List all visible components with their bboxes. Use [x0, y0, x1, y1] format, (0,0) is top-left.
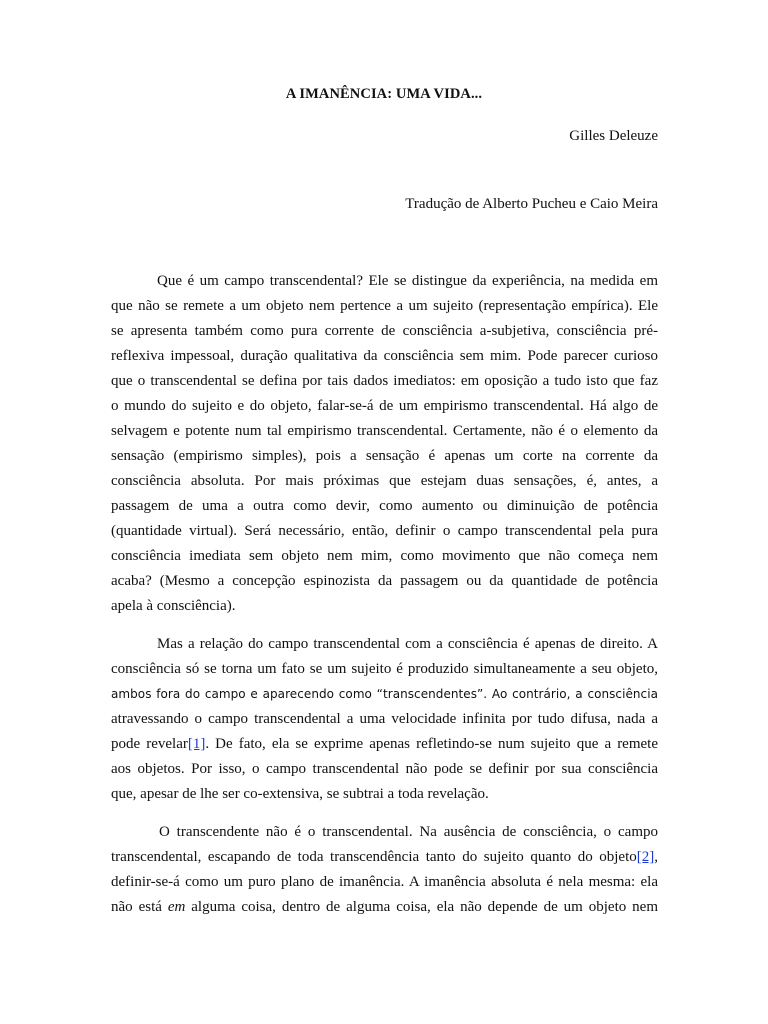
p1-line: acaba? (Mesmo a concepção espinozista da passagem ou da quantidade de potência — [111, 573, 658, 589]
p1-line: se apresenta também como pura corrente de consciência a-subjetiva, consciência pré- — [111, 323, 658, 339]
p1-line: Que é um campo transcendental? Ele se distingue da experiência, na medida em — [157, 273, 658, 289]
translation-credit: Tradução de Alberto Pucheu e Caio Meira — [405, 196, 658, 212]
p2-line: que, apesar de lhe ser co-extensiva, se subtrai a toda revelação. — [111, 786, 489, 802]
page-title: A IMANÊNCIA: UMA VIDA... — [285, 86, 483, 102]
p3-line — [111, 845, 658, 870]
footnote-link-2[interactable]: [2] — [636, 849, 655, 865]
p2-line-text: . De fato, ela se exprime apenas refletindo-se num sujeito que a remete — [205, 736, 658, 752]
body-text — [111, 269, 658, 933]
paragraph-3 — [111, 820, 658, 920]
p2-line-text: pode revelar — [111, 736, 188, 752]
paragraph-2 — [111, 632, 658, 807]
p3-line: O transcendente não é o transcendental. Na ausência de consciência, o campo — [159, 824, 658, 840]
p1-line: que não se remete a um objeto nem pertence a um sujeito (representação empírica). Ele — [111, 298, 658, 314]
p3-line — [111, 895, 658, 920]
p2-line: aos objetos. Por isso, o campo transcendental não pode se definir por sua consciência — [111, 761, 658, 777]
p1-line: o mundo do sujeito e do objeto, falar-se-á de um empirismo transcendental. Há algo de — [111, 398, 658, 414]
p1-line: sensação (empirismo simples), pois a sensação é apenas um corte na corrente da — [111, 448, 658, 464]
p2-line: consciência só se torna um fato se um sujeito é produzido simultaneamente a seu objeto, — [111, 661, 658, 677]
p1-line: consciência absoluta. Por mais próximas que estejam duas sensações, é, antes, a — [111, 473, 658, 489]
italic-word: em — [167, 899, 186, 915]
p1-line: passagem de uma a outra como devir, como aumento ou diminuição de potência — [111, 498, 658, 514]
p2-line: Mas a relação do campo transcendental com a consciência é apenas de direito. A — [157, 636, 658, 652]
p1-line: que o transcendental se defina por tais dados imediatos: em oposição a tudo isto que faz — [111, 373, 658, 389]
p3-line-text: não está — [111, 899, 168, 915]
p1-line: (quantidade virtual). Será necessário, então, definir o campo transcendental pela pura — [111, 523, 658, 539]
p1-line: reflexiva impessoal, duração qualitativa da consciência sem mim. Pode parecer curioso — [111, 348, 658, 364]
p1-line: apela à consciência). — [111, 598, 236, 614]
p3-line-text: alguma coisa, dentro de alguma coisa, ela não depende de um objeto nem — [185, 899, 658, 915]
author-name: Gilles Deleuze — [569, 128, 658, 144]
p3-line-text: transcendental, escapando de toda transcendência tanto do sujeito quanto do objeto — [111, 849, 637, 865]
p1-line: consciência imediata sem objeto nem mim, como movimento que não começa nem — [111, 548, 658, 564]
p1-line: selvagem e potente num tal empirismo transcendental. Certamente, não é o elemento da — [111, 423, 658, 439]
p3-line: definir-se-á como um puro plano de imanência. A imanência absoluta é nela mesma: ela — [111, 874, 658, 890]
p2-line: atravessando o campo transcendental a uma velocidade infinita por tudo difusa, nada a — [111, 711, 658, 727]
paragraph-1 — [111, 269, 658, 619]
p2-line: ambos fora do campo e aparecendo como “transcendentes”. Ao contrário, a consciência — [111, 687, 658, 701]
footnote-link-1[interactable]: [1] — [187, 736, 206, 752]
p2-line — [111, 732, 658, 757]
p3-line-text: , — [654, 849, 658, 865]
